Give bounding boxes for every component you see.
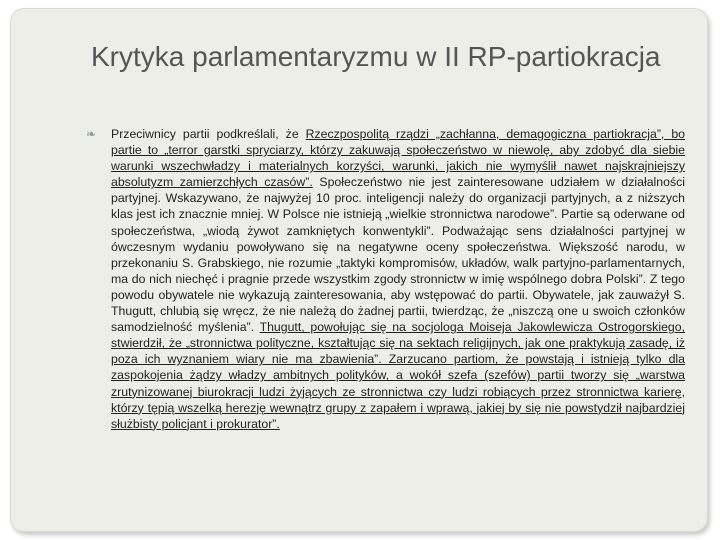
paragraph-segment-thugutt-underlined: Thugutt, powołując się na socjologa Moiseja Jakowlewicza Ostrogorskiego, stwierdził, że „stronnictwa polityczne, kształtując się na sektach religijnych, jak one praktykują zasadę, iż poza ich wyznaniem wiary nie ma zbawienia”. Zarzucano partiom, że powstają i istnieją tylko dla zaspokojenia żądzy władzy ambitnych polityków, a wokół szefa (szefów) partii tworzy się „warstwa zrutynizowanej biurokracji ludzi żyjących ze stronnictwa czy ludzi robiących przez stronnictwa karierę, którzy tępią wszelką herezję wewnątrz grupy z zapałem i wprawą, jakiej by się nie powstydził najbardziej służbisty policjant i prokurator”. [111,320,685,431]
bullet-paragraph [111,126,685,432]
slide-frame [10,8,708,532]
bullet-item [86,126,686,432]
paragraph-segment-quote-underlined: Rzeczpospolitą rządzi „zachłanna, demagogiczna partiokracja”, bo partie to „terror garstki spryciarzy, którzy zakuwają społeczeństwo w niewolę, aby zdobyć dla siebie warunki wszechwładzy i materialnych korzyści, warunki, jakich nie wymyślił nawet najskrajniejszy absolutyzm zamierzchłych czasów”. [111,127,685,190]
paragraph-segment-body: Społeczeństwo nie jest zainteresowane udziałem w działalności partyjnej. Wskazywano, że najwyżej 10 proc. inteligencji należy do organizacji partyjnych, a z niższych klas jest ich znacznie mniej. W Polsce nie istnieją „wielkie stronnictwa narodowe”. Partie są oderwane od społeczeństwa, „wiodą żywot zamkniętych konwentykli”. Podważając sens działalności partyjnej w ówczesnym wydaniu powoływano się na negatywne oceny społeczeństwa. Większość narodu, w przekonaniu S. Grabskiego, nie rozumie „taktyki kompromisów, układów, walk partyjno-parlamentarnych, ma do nich niechęć i pragnie przede wszystkim zgody stronnictw w imię wspólnego dobra Polski”. Z tego powodu obywatele nie wykazują zainteresowania, aby wstępować do partii. Obywatele, jak zauważył S. Thugutt, chlubią się wręcz, że nie należą do żadnej partii, twierdząc, że „niszczą one u swoich członków samodzielność myślenia”. [111,175,685,335]
slide-title: Krytyka parlamentaryzmu w II RP-partiokracja [91,41,661,72]
paragraph-segment-intro: Przeciwnicy partii podkreślali, że [111,127,306,141]
leaf-bullet-icon: ❧ [86,127,97,141]
